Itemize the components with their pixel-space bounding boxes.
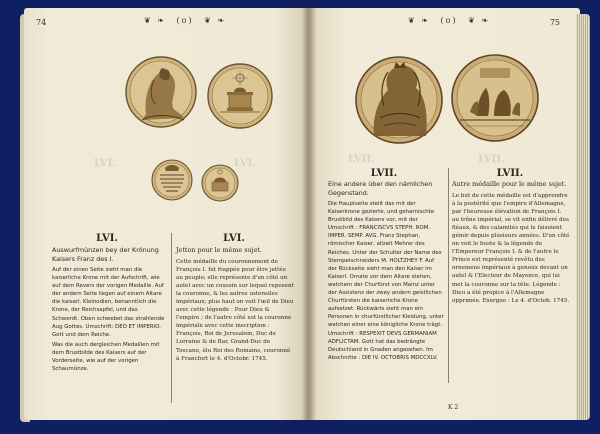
french-column	[452, 180, 570, 307]
right-page-edges	[576, 14, 590, 420]
entry-number-german: LVI.	[96, 233, 118, 244]
page-number: 75	[549, 18, 560, 27]
show-through-numeral: LVI.	[94, 158, 116, 169]
entry-body-german: Die Hauptseite stellt das mit der Kaiserkrone gezierte, und geharnischte Brustbild des Kaisers vor, mit der Umschrift : FRANCISCVS STEPH. ROM. IMPER. SEMP. AVG. Franz Stephan, römischer Kaiser, allzeit Mehrer des Reiches. Unter der Schulter der Name des Stempelschneiders M. HOLTZHEY F. Auf der Rückseite sieht man den Kaiser im Kaiserl. Ornate vor dem Altare stehen, welchem der Churfürst von Mainz unter der Assistenz der zwey andern geistlichen Churfürsten die kaiserliche Krone aufsetzet. Rückwärts sieht man ein Personen in churfürstlicher Kleidung, unter welchen einer eine königliche Krone trägt. Umschrift : RESPEXIT DEVS GERMANIAM ADFLICTAM. Gott hat das bedrängte Deutschland in Gnaden angesehen. Im Abschnitte : DIE IV. OCTOBRIS MDCCXLV.	[328, 201, 444, 361]
entry-heading-german: Eine andere über den nämlichen Gegenstand.	[328, 180, 433, 197]
medal-coronation-scene	[452, 55, 538, 141]
page-number: 74	[36, 18, 47, 27]
ornament-left: ❦ ❧	[408, 16, 430, 25]
entry-body-french: Cette médaille du couronnement de François I. fut frappée pour être jettée au peuple; elle représente d'un côté un autel avec un coussin sur lequel reposent la couronne, & les autres ustensiles impériaux; plus haut on voit l'œil de Dieu avec cette légende : Pour Dieu & l'empire ; de l'autre côté est la couronne impériale avec cette inscription : François, Roi de Jerusalem, Duc de Lorraine & de Bar, Grand-Duc de Toscane, élu Roi des Romains, couronné à Francfort le 4. d'Octobr. 1745.	[176, 258, 294, 362]
header-center-mark: (o)	[440, 16, 458, 25]
french-column	[176, 246, 294, 365]
medal-inscription-small	[152, 160, 192, 200]
ornament-left: ❦ ❧	[144, 16, 166, 25]
medal-illustrations	[24, 8, 308, 208]
entry-number-french: LVI.	[223, 233, 245, 244]
medal-illustrations	[308, 8, 580, 158]
medal-altar	[208, 64, 272, 128]
show-through-numeral: LVI.	[234, 158, 256, 169]
entry-heading-french: Jetton pour le même sujet.	[176, 246, 262, 254]
german-column	[52, 246, 166, 375]
show-through-numeral: LVII.	[348, 154, 375, 165]
show-through-numeral: LVII.	[478, 154, 505, 165]
medal-altar-small	[202, 165, 238, 201]
open-book	[20, 8, 595, 428]
german-column	[328, 180, 444, 364]
header-center-mark: (o)	[176, 16, 194, 25]
entry-body-german: Auf der einen Seite sieht man die kaiserliche Krone mit der Aufschrift, wie auf dem Revers der vorigen Medaille. Auf der andern Seite liegen auf einem Altare die kaiserl. Kleinodien, benanntlich die Krone, der Reichsapfel, und das Schwerdt. Oben schwebet das strahlende Aug Gottes. Umschrift: DEO ET IMPERIO. Gott und dem Reiche.	[52, 267, 165, 338]
right-page	[308, 8, 580, 420]
ornament-right: ❦ ❧	[204, 16, 227, 25]
ornament-right: ❦ ❧	[468, 16, 491, 25]
medal-portrait-armored	[356, 57, 442, 143]
column-rule	[171, 233, 172, 403]
entry-body-german-2: Was die auch dergleichen Medaillen mit dem Brustbilde des Kaisers auf der Vorderseite, wie auf der vorigen Schaumünze.	[52, 341, 160, 373]
entry-heading-french: Autre médaille pour le même sujet.	[452, 180, 567, 188]
left-page	[24, 8, 308, 420]
column-rule	[448, 168, 449, 383]
signature-mark: K 2	[448, 404, 459, 411]
entry-body-french: Le but de cette médaille est d'apprendre à la postérité que l'empire d'Allemagne, par l'heureuse élévation de François I. au trône impérial, se vit enfin délivré des fléaux, & des calamités qui le faisoient gémir depuis plusieurs années. D'un côté on voit le buste & la légende de l'Empereur François I. & de l'autre le Prince est représenté revêtu des ornemens impériaux à genoux devant un autel & l'Electeur de Mayence, qui lui met la couronne sur la tête. Légende : Dieu a été propice à l'Allemagne opprimée. Exergue : Le 4. d'Octob. 1745.	[452, 192, 570, 304]
entry-heading-german: Auswurfmünzen bey der Krönung Kaisers Franz des I.	[52, 246, 159, 263]
medal-portrait-francis	[126, 57, 196, 127]
book-gutter	[302, 8, 316, 420]
entry-number-french: LVII.	[496, 168, 524, 179]
entry-number-german: LVII.	[370, 168, 398, 179]
